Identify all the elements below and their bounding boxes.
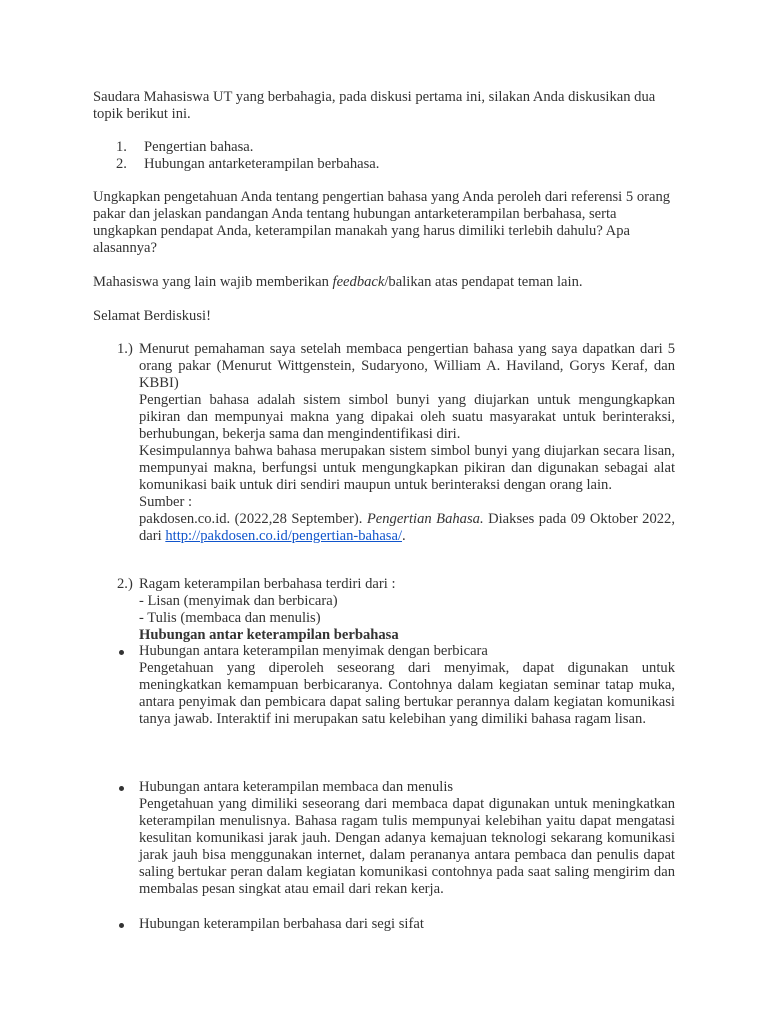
- answer-paragraph: Kesimpulannya bahwa bahasa merupakan sistem simbol bunyi yang diujarkan secara lisan, mempunyai makna, berfungsi untuk mengungkapkan pikiran dan digunakan sebagai alat komunikasi baik untuk diri sendiri maupun untuk berinteraksi dengan orang lain.: [139, 443, 675, 493]
- bullet-dot-icon: [119, 923, 124, 928]
- citation-text: pakdosen.co.id. (2022,28 September).: [139, 511, 367, 527]
- bullet-item: [117, 643, 675, 728]
- answer-marker: 2.): [117, 576, 133, 592]
- bullet-dot-icon: [119, 650, 124, 655]
- bullet-body: [139, 779, 675, 898]
- list-number: 1.: [116, 139, 127, 155]
- bullet-item: [117, 779, 675, 898]
- answer-body: [139, 341, 675, 545]
- bullet-body: [139, 916, 675, 933]
- answer-line: - Tulis (membaca dan menulis): [139, 610, 321, 626]
- bullet-body: [139, 643, 675, 728]
- bullet-title: Hubungan antara keterampilan menyimak dengan berbicara: [139, 643, 488, 659]
- source-citation: [139, 511, 675, 545]
- bullet-title: Hubungan keterampilan berbahasa dari segi sifat: [139, 916, 424, 932]
- citation-end: .: [402, 528, 406, 544]
- feedback-text-after: /balikan atas pendapat teman lain.: [384, 274, 583, 290]
- feedback-italic-word: feedback: [332, 274, 385, 290]
- answer-paragraph: Menurut pemahaman saya setelah membaca pengertian bahasa yang saya dapatkan dari 5 orang pakar (Menurut Wittgenstein, Sudaryono, William A. Haviland, Gorys Keraf, dan KBBI): [139, 341, 675, 391]
- section-heading: Hubungan antar keterampilan berbahasa: [139, 627, 399, 643]
- bullet-dot-icon: [119, 786, 124, 791]
- answer-2: [117, 576, 675, 644]
- citation-text: Diakses pada 09 Oktober 2022, dari: [139, 511, 676, 544]
- bullet-title: Hubungan antara keterampilan membaca dan menulis: [139, 779, 454, 795]
- list-number: 2.: [116, 156, 127, 172]
- bullet-text: Pengetahuan yang diperoleh seseorang dari menyimak, dapat digunakan untuk meningkatkan kemampuan berbicaranya. Contohnya dalam kegiatan seminar tatap muka, antara penyimak dan pembicara dapat saling bertukar perannya dalam kegiatan komunikasi tanya jawab. Interaktif ini merupakan satu kelebihan yang dimiliki bahasa ragam lisan.: [139, 660, 675, 727]
- intro-paragraph: Saudara Mahasiswa UT yang berbahagia, pada diskusi pertama ini, silakan Anda diskusikan dua topik berikut ini.: [93, 89, 656, 122]
- list-text: Pengertian bahasa.: [144, 139, 254, 155]
- source-link[interactable]: http://pakdosen.co.id/pengertian-bahasa/: [165, 528, 403, 544]
- topic-list: [93, 139, 683, 173]
- feedback-text-before: Mahasiswa yang lain wajib memberikan: [93, 274, 333, 290]
- feedback-paragraph: [93, 274, 683, 291]
- answer-line: - Lisan (menyimak dan berbicara): [139, 593, 338, 609]
- answer-body: [139, 576, 675, 644]
- answer-line: Ragam keterampilan berbahasa terdiri dari :: [139, 576, 396, 592]
- task-paragraph: Ungkapkan pengetahuan Anda tentang pengertian bahasa yang Anda peroleh dari referensi 5 orang pakar dan jelaskan pandangan Anda tentang hubungan antarketerampilan berbahasa, serta ungkapkan pendapat Anda, keterampilan manakah yang harus dimiliki terlebih dahulu? Apa alasannya?: [93, 189, 671, 256]
- citation-title: Pengertian Bahasa.: [366, 511, 484, 527]
- source-label: Sumber :: [139, 494, 193, 510]
- list-text: Hubungan antarketerampilan berbahasa.: [144, 156, 380, 172]
- bullet-item: [117, 916, 675, 933]
- bullet-text: Pengetahuan yang dimiliki seseorang dari membaca dapat digunakan untuk meningkatkan keterampilan menulisnya. Bahasa ragam tulis mempunyai kelebihan yaitu dapat mengatasi kesulitan komunikasi jarak jauh. Dengan adanya kemajuan teknologi sekarang komunikasi jarak jauh bisa menggunakan internet, dalam perananya antara pembaca dan penulis dapat saling bertukar peran dalam kegiatan komunikasi contohnya pada saat saling mengirim dan membalas pesan singkat atau email dari rekan kerja.: [139, 796, 675, 897]
- list-item: [93, 139, 683, 156]
- answer-marker: 1.): [117, 341, 133, 357]
- list-item: [93, 156, 683, 173]
- answer-paragraph: Pengertian bahasa adalah sistem simbol bunyi yang diujarkan untuk mengungkapkan pikiran dan mempunyai makna yang dipakai oleh suatu masyarakat untuk berinteraksi, berhubungan, bekerja sama dan mengindentifikasi diri.: [139, 392, 675, 442]
- answer-1: [117, 341, 675, 545]
- greeting: Selamat Berdiskusi!: [93, 308, 211, 324]
